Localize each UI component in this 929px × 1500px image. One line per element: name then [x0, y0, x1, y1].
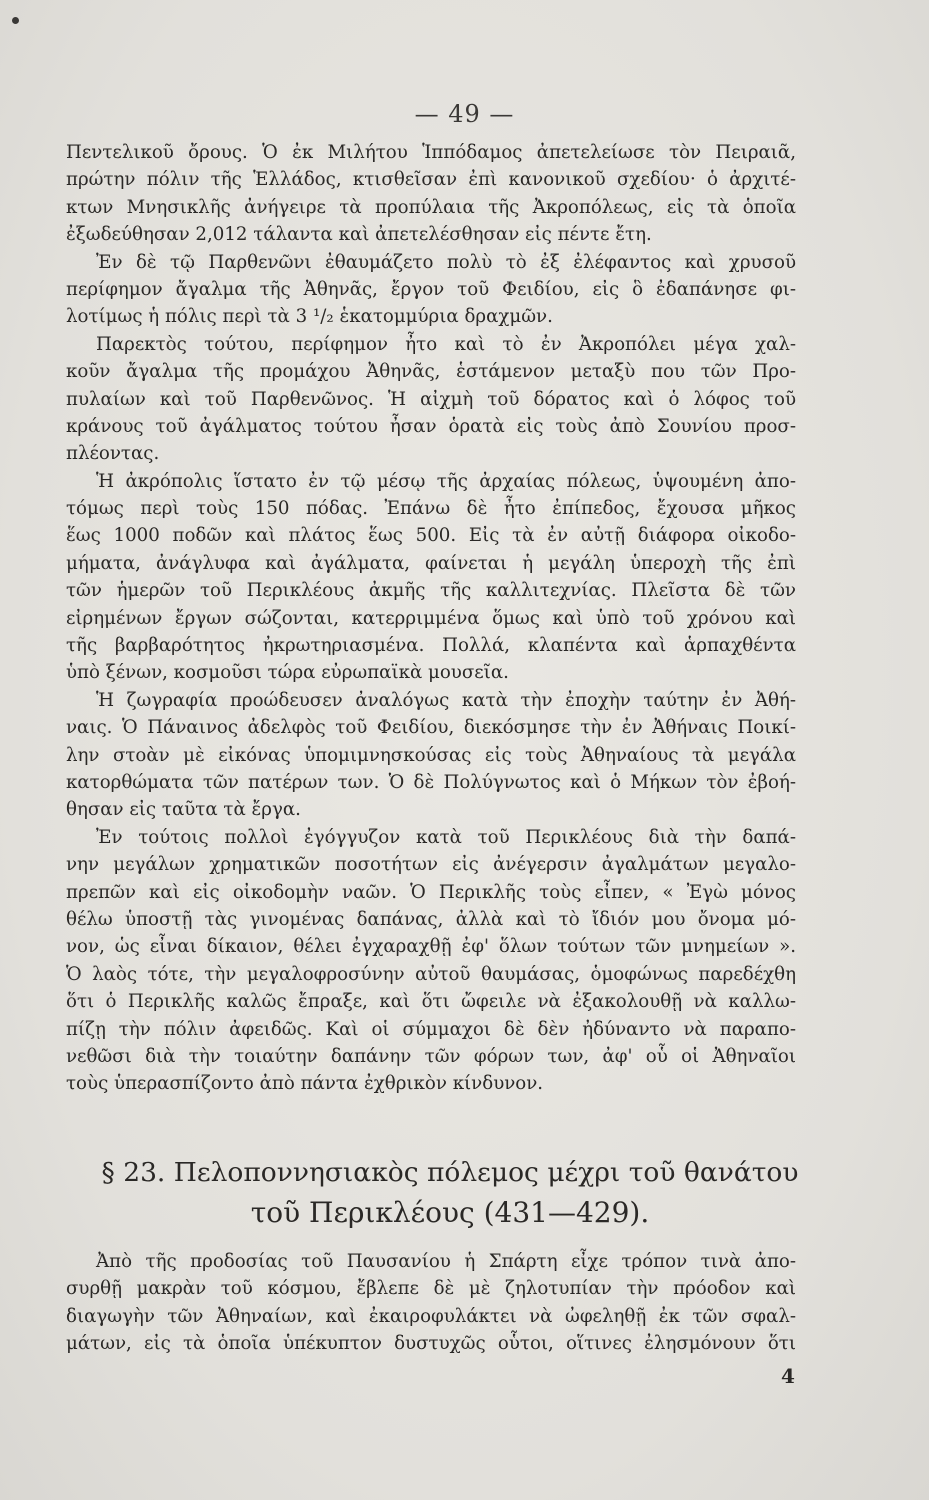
text-line: πρεπῶν καὶ εἰς οἰκοδομὴν ναῶν. Ὁ Περικλῆς τοὺς εἶπεν, « Ἐγὼ μόνος: [66, 881, 796, 903]
signature-mark: 4: [781, 1364, 795, 1388]
text-line: πίζῃ τὴν πόλιν ἀφειδῶς. Καὶ οἱ σύμμαχοι δὲ δὲν ἠδύναντο νὰ παραπο-: [66, 1018, 796, 1040]
text-line: ὑπὸ ξένων, κοσμοῦσι τώρα εὐρωπαϊκὰ μουσεῖα.: [66, 662, 509, 684]
text-line: ναις. Ὁ Πάναινος ἀδελφὸς τοῦ Φειδίου, διεκόσμησε τὴν ἐν Ἀθήναις Ποικί-: [66, 717, 796, 739]
text-line: νεθῶσι διὰ τὴν τοιαύτην δαπάνην τῶν φόρων των, ἀφ' οὗ οἱ Ἀθηναῖοι: [66, 1045, 796, 1067]
text-line: κοῦν ἄγαλμα τῆς προμάχου Ἀθηνᾶς, ἑστάμενον μεταξὺ που τῶν Προ-: [66, 361, 796, 383]
text-line: ἐξωδεύθησαν 2,012 τάλαντα καὶ ἀπετελέσθησαν εἰς πέντε ἔτη.: [66, 224, 652, 246]
text-line: τοὺς ὑπερασπίζοντο ἀπὸ πάντα ἐχθρικὸν κίνδυνον.: [66, 1073, 544, 1095]
text-line: πλέοντας.: [66, 443, 160, 465]
text-block-section: [66, 1248, 796, 1358]
text-line: νον, ὡς εἶναι δίκαιον, θέλει ἐγχαραχθῇ ἐφ' ὅλων τούτων τῶν μνημείων ».: [66, 936, 796, 958]
text-line: Ἀπὸ τῆς προδοσίας τοῦ Παυσανίου ἡ Σπάρτη εἶχε τρόπον τινὰ ἀπο-: [96, 1251, 796, 1272]
text-line: μάτων, εἰς τὰ ὁποῖα ὑπέκυπτον δυστυχῶς οὗτοι, οἵτινες ἐλησμόνουν ὅτι: [66, 1333, 796, 1355]
text-line: τόμως περὶ τοὺς 150 πόδας. Ἐπάνω δὲ ἦτο ἐπίπεδος, ἔχουσα μῆκος: [66, 498, 796, 520]
text-line: Ἡ ἀκρόπολις ἵστατο ἐν τῷ μέσῳ τῆς ἀρχαίας πόλεως, ὑψουμένη ἀπο-: [96, 470, 796, 492]
text-line: Ὁ λαὸς τότε, τὴν μεγαλοφροσύνην αὐτοῦ θαυμάσας, ὁμοφώνως παρεδέχθη: [66, 963, 796, 985]
text-line: νην μεγάλων χρηματικῶν ποσοτήτων εἰς ἀνέγερσιν ἀγαλμάτων μεγαλο-: [66, 854, 796, 876]
text-line: Πεντελικοῦ ὄρους. Ὁ ἐκ Μιλήτου Ἱππόδαμος ἀπετελείωσε τὸν Πειραιᾶ,: [66, 142, 796, 163]
text-line: πυλαίων καὶ τοῦ Παρθενῶνος. Ἡ αἰχμὴ τοῦ δόρατος καὶ ὁ λόφος τοῦ: [66, 388, 796, 410]
text-line: Ἐν τούτοις πολλοὶ ἐγόγγυζον κατὰ τοῦ Περικλέους διὰ τὴν δαπά-: [96, 826, 796, 848]
text-line: περίφημον ἄγαλμα τῆς Ἀθηνᾶς, ἔργον τοῦ Φειδίου, εἰς ὃ ἐδαπάνησε φι-: [66, 278, 796, 300]
text-line: συρθῇ μακρὰν τοῦ κόσμου, ἔβλεπε δὲ μὲ ζηλοτυπίαν τὴν πρόοδον καὶ: [66, 1278, 796, 1300]
text-line: ὅτι ὁ Περικλῆς καλῶς ἔπραξε, καὶ ὅτι ὤφειλε νὰ ἐξακολουθῇ νὰ καλλω-: [66, 991, 796, 1013]
text-line: μήματα, ἀνάγλυφα καὶ ἀγάλματα, φαίνεται ἡ μεγάλη ὑπεροχὴ τῆς ἐπὶ: [66, 552, 796, 574]
text-line: κατορθώματα τῶν πατέρων των. Ὁ δὲ Πολύγνωτος καὶ ὁ Μήκων τὸν ἐβοή-: [66, 771, 796, 793]
text-block-main: [66, 139, 796, 1098]
text-line: πρώτην πόλιν τῆς Ἑλλάδος, κτισθεῖσαν ἐπὶ κανονικοῦ σχεδίου· ὁ ἀρχιτέ-: [66, 169, 796, 191]
text-line: Ἐν δὲ τῷ Παρθενῶνι ἐθαυμάζετο πολὺ τὸ ἐξ ἐλέφαντος καὶ χρυσοῦ: [96, 251, 796, 273]
text-line: Παρεκτὸς τούτου, περίφημον ἦτο καὶ τὸ ἐν Ἀκροπόλει μέγα χαλ-: [96, 333, 796, 355]
text-line: Ἡ ζωγραφία προώδευσεν ἀναλόγως κατὰ τὴν ἐποχὴν ταύτην ἐν Ἀθή-: [96, 689, 796, 711]
text-line: κράνους τοῦ ἀγάλματος τούτου ἦσαν ὁρατὰ εἰς τοὺς ἀπὸ Σουνίου προσ-: [66, 415, 796, 437]
text-line: θησαν εἰς ταῦτα τὰ ἔργα.: [66, 799, 301, 821]
text-line: λην στοὰν μὲ εἰκόνας ὑπομιμνησκούσας εἰς τοὺς Ἀθηναίους τὰ μεγάλα: [66, 744, 796, 766]
text-line: λοτίμως ἡ πόλις περὶ τὰ 3 ¹/₂ ἑκατομμύρια δραχμῶν.: [66, 306, 553, 328]
text-line: ἕως 1000 ποδῶν καὶ πλάτος ἕως 500. Εἰς τὰ ἐν αὐτῇ διάφορα οἰκοδο-: [66, 525, 796, 547]
text-line: κτων Μνησικλῆς ἀνήγειρε τὰ προπύλαια τῆς Ἀκροπόλεως, εἰς τὰ ὁποῖα: [66, 196, 796, 218]
section-heading-line-2: τοῦ Περικλέους (431—429).: [250, 1196, 650, 1229]
text-line: τῆς βαρβαρότητος ἠκρωτηριασμένα. Πολλά, κλαπέντα καὶ ἁρπαχθέντα: [66, 635, 796, 657]
text-line: εἰρημένων ἔργων σώζονται, κατερριμμένα ὅμως καὶ ὑπὸ τοῦ χρόνου καὶ: [66, 607, 796, 629]
text-line: θέλω ὑποστῇ τὰς γινομένας δαπάνας, ἀλλὰ καὶ τὸ ἴδιόν μου ὄνομα μό-: [66, 908, 796, 930]
section-heading: [100, 1153, 800, 1233]
text-line: τῶν ἡμερῶν τοῦ Περικλέους ἀκμῆς τῆς καλλιτεχνίας. Πλεῖστα δὲ τῶν: [66, 580, 796, 602]
ink-dot: [12, 17, 19, 24]
section-heading-line-1: § 23. Πελοποννησιακὸς πόλεμος μέχρι τοῦ θανάτου: [101, 1157, 799, 1188]
text-line: διαγωγὴν τῶν Ἀθηναίων, καὶ ἐκαιροφυλάκτει νὰ ὠφεληθῇ ἐκ τῶν σφαλ-: [66, 1305, 796, 1327]
page-number: — 49 —: [414, 100, 515, 128]
